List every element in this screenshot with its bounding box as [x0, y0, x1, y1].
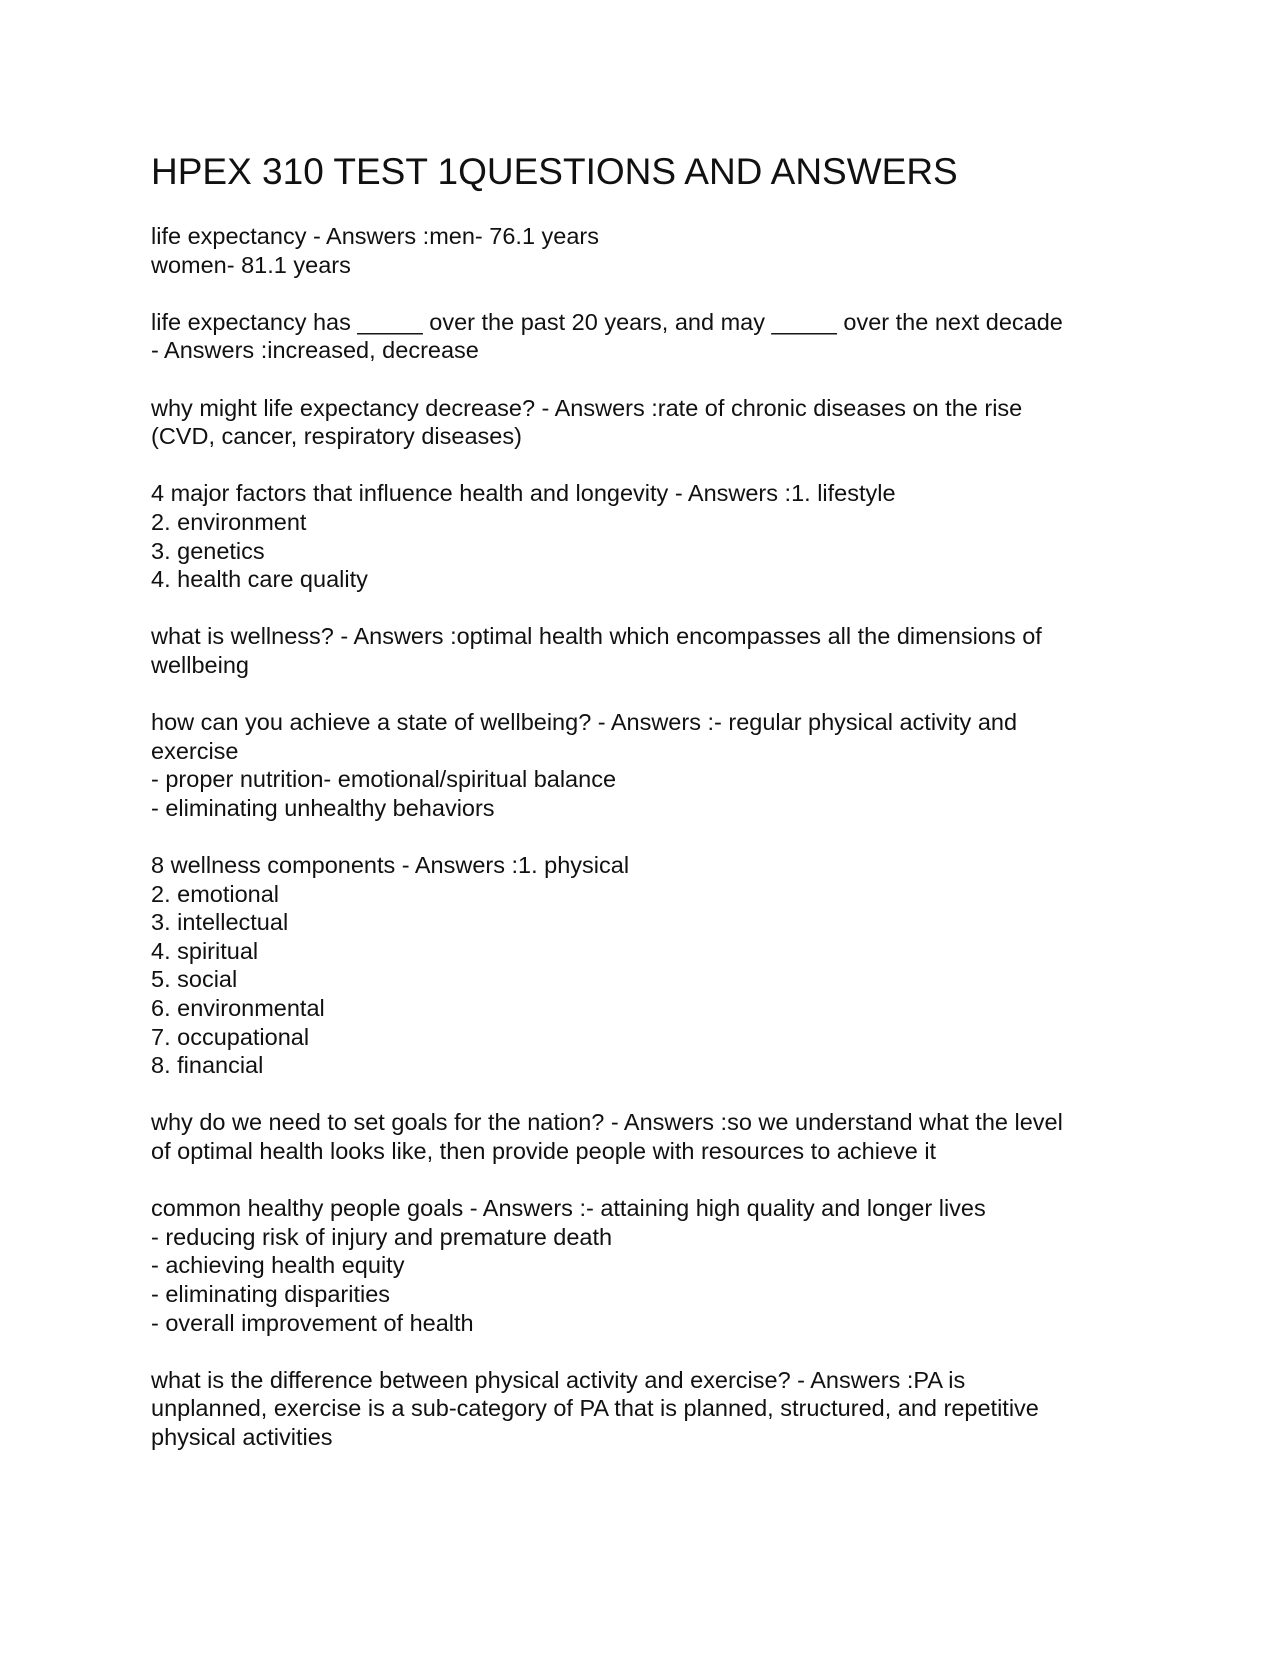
qa-line: women- 81.1 years — [151, 251, 351, 278]
qa-entry — [151, 1194, 1151, 1337]
qa-line: - proper nutrition- emotional/spiritual balance — [151, 766, 617, 793]
qa-line: wellbeing — [151, 651, 249, 678]
qa-line: 3. genetics — [151, 537, 265, 564]
qa-line: exercise — [151, 737, 239, 764]
qa-line: life expectancy has _____ over the past 20 years, and may _____ over the next decade — [151, 308, 1063, 335]
qa-line: 8. financial — [151, 1052, 264, 1079]
qa-list — [151, 222, 1151, 1480]
qa-line: 4. spiritual — [151, 937, 259, 964]
qa-entry — [151, 479, 1151, 593]
qa-line: - achieving health equity — [151, 1252, 405, 1279]
qa-line: 8 wellness components - Answers :1. physical — [151, 852, 630, 879]
qa-line: 5. social — [151, 966, 238, 993]
qa-line: - Answers :increased, decrease — [151, 337, 479, 364]
qa-entry — [151, 708, 1151, 822]
qa-entry — [151, 308, 1151, 365]
qa-line: 7. occupational — [151, 1023, 310, 1050]
qa-line: why might life expectancy decrease? - Answers :rate of chronic diseases on the rise — [151, 394, 1023, 421]
qa-line: common healthy people goals - Answers :- attaining high quality and longer lives — [151, 1195, 986, 1222]
qa-line: what is wellness? - Answers :optimal health which encompasses all the dimensions of — [151, 623, 1042, 650]
qa-line: - reducing risk of injury and premature death — [151, 1223, 613, 1250]
qa-line: 4 major factors that influence health and longevity - Answers :1. lifestyle — [151, 480, 896, 507]
qa-line: of optimal health looks like, then provide people with resources to achieve it — [151, 1138, 937, 1164]
qa-line: what is the difference between physical activity and exercise? - Answers :PA is — [151, 1366, 966, 1393]
qa-line: 2. emotional — [151, 880, 280, 907]
qa-line: - eliminating unhealthy behaviors — [151, 794, 495, 821]
qa-line: 2. environment — [151, 508, 307, 535]
qa-entry — [151, 394, 1151, 451]
qa-line: (CVD, cancer, respiratory diseases) — [151, 423, 522, 450]
qa-entry — [151, 622, 1151, 679]
qa-line: 6. environmental — [151, 995, 325, 1022]
qa-entry — [151, 1108, 1151, 1165]
qa-line: how can you achieve a state of wellbeing? - Answers :- regular physical activity and — [151, 709, 1018, 736]
qa-line: why do we need to set goals for the nation? - Answers :so we understand what the level — [151, 1109, 1063, 1136]
qa-line: - eliminating disparities — [151, 1280, 391, 1307]
qa-line: physical activities — [151, 1423, 333, 1450]
qa-line: 3. intellectual — [151, 909, 289, 936]
qa-line: unplanned, exercise is a sub-category of PA that is planned, structured, and repetitive — [151, 1395, 1039, 1422]
qa-line: life expectancy - Answers :men- 76.1 years — [151, 223, 600, 249]
qa-line: - overall improvement of health — [151, 1309, 474, 1336]
qa-line: 4. health care quality — [151, 566, 368, 593]
qa-entry — [151, 222, 1151, 279]
document-title: HPEX 310 TEST 1QUESTIONS AND ANSWERS — [151, 151, 958, 192]
qa-entry — [151, 1366, 1151, 1452]
qa-entry — [151, 851, 1151, 1080]
